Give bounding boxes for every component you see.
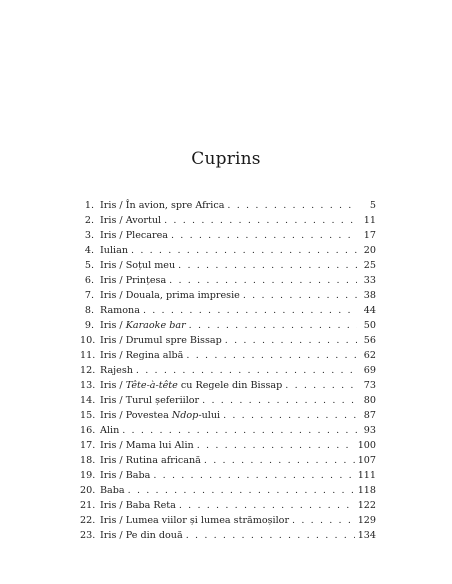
toc-entry-number: 1. [84, 200, 94, 211]
toc-entry-page-number: 44 [363, 305, 376, 316]
toc-entry-title-text: Iris / Drumul spre Bissap [100, 335, 222, 346]
toc-entry-number: 5. [84, 260, 94, 271]
toc-entry [80, 498, 376, 513]
toc-dot-leader [164, 213, 357, 228]
toc-entry-page-number: 11 [363, 215, 376, 226]
toc-entry-title [100, 333, 222, 348]
toc-entry [80, 513, 376, 528]
toc-entry-page-number: 80 [363, 395, 376, 406]
toc-entry-title [100, 318, 186, 333]
toc-entry [80, 363, 376, 378]
toc-dot-leader [178, 258, 357, 273]
toc-entry-number: 16. [80, 425, 96, 436]
toc-entry-page-number: 107 [357, 455, 376, 466]
toc-entry-number: 19. [80, 470, 96, 481]
toc-entry-title [100, 423, 119, 438]
toc-entry [80, 318, 376, 333]
toc-entry-page-number: 93 [363, 425, 376, 436]
toc-dot-leader [292, 513, 355, 528]
toc-entry-page-number: 38 [363, 290, 376, 301]
toc-entry-page-number: 122 [357, 500, 376, 511]
toc-entry [80, 483, 376, 498]
toc-entry-number: 9. [84, 320, 94, 331]
toc-dot-leader [153, 468, 354, 483]
toc-entry [80, 348, 376, 363]
toc-entry [80, 273, 376, 288]
toc-entry-title [100, 258, 175, 273]
toc-entry-number: 10. [80, 335, 96, 346]
toc-entry-number: 4. [84, 245, 94, 256]
toc-entry-title [100, 363, 133, 378]
toc-entry-title [100, 498, 176, 513]
toc-dot-leader [227, 198, 357, 213]
toc-entry [80, 258, 376, 273]
toc-entry [80, 228, 376, 243]
toc-entry-title-text: Alin [100, 425, 120, 436]
toc-entry [80, 333, 376, 348]
toc-entry-page-number: 56 [363, 335, 376, 346]
toc-entry [80, 288, 376, 303]
toc-entry-page-number: 118 [357, 485, 376, 496]
toc-entry [80, 213, 376, 228]
toc-entry [80, 528, 376, 543]
toc-entry-title [100, 273, 166, 288]
toc-entry-title-text: Iris / Mama lui Alin [100, 440, 194, 451]
toc-entry-page-number: 17 [363, 230, 376, 241]
toc-dot-leader [171, 228, 357, 243]
toc-dot-leader [223, 408, 357, 423]
toc-entry-title-text: Iris / În avion, spre Africa [100, 200, 225, 211]
toc-entry-number: 14. [80, 395, 96, 406]
toc-entry-title [100, 243, 128, 258]
toc-dot-leader [143, 303, 357, 318]
toc-entry-number: 18. [80, 455, 96, 466]
toc-entry-number: 3. [84, 230, 94, 241]
toc-dot-leader [169, 273, 357, 288]
table-of-contents [80, 198, 376, 543]
toc-entry-title [100, 348, 183, 363]
toc-entry-title-text: Iris / [100, 380, 126, 391]
toc-dot-leader [136, 363, 357, 378]
toc-entry-title [100, 408, 220, 423]
toc-entry-title-text: Iris / Baba [100, 470, 151, 481]
toc-entry-title-italic: Karaoke bar [125, 320, 186, 331]
toc-entry-title [100, 213, 161, 228]
toc-entry-page-number: 87 [363, 410, 376, 421]
toc-entry-title [100, 198, 224, 213]
toc-entry [80, 393, 376, 408]
toc-entry-title-text: Iris / Plecarea [100, 230, 168, 241]
toc-entry-title-text: Iris / Turul șeferiilor [100, 395, 200, 406]
toc-entry-title [100, 228, 168, 243]
toc-dot-leader [197, 438, 355, 453]
toc-entry-title-text: Iris / Soțul meu [100, 260, 176, 271]
toc-entry-title-text: Baba [100, 485, 125, 496]
toc-entry-title-italic: Tête-à-tête [125, 380, 178, 391]
toc-entry-title [100, 378, 282, 393]
toc-entry-number: 8. [84, 305, 94, 316]
toc-entry-title [100, 393, 199, 408]
toc-entry-page-number: 69 [363, 365, 376, 376]
toc-entry-title-text: Iris / Douala, prima impresie [100, 290, 240, 301]
page-title: Cuprins [191, 149, 261, 169]
toc-entry-title-text: Iris / Povestea [100, 410, 172, 421]
toc-entry [80, 243, 376, 258]
toc-entry-title [100, 288, 240, 303]
toc-entry-title [100, 528, 183, 543]
toc-dot-leader [285, 378, 357, 393]
toc-entry-page-number: 25 [363, 260, 376, 271]
toc-entry-title [100, 303, 140, 318]
toc-entry-title-text: Iris / Prințesa [100, 275, 167, 286]
toc-entry-number: 12. [80, 365, 96, 376]
toc-entry [80, 468, 376, 483]
toc-dot-leader [202, 393, 357, 408]
toc-entry-page-number: 62 [363, 350, 376, 361]
toc-entry-title [100, 483, 125, 498]
toc-dot-leader [186, 348, 357, 363]
toc-entry-title-italic: Ndop [171, 410, 199, 421]
toc-entry-title [100, 453, 201, 468]
toc-entry-number: 17. [80, 440, 96, 451]
toc-entry-title-text: Iulian [100, 245, 129, 256]
toc-entry-title-text: cu Regele din Bissap [177, 380, 283, 391]
toc-entry-title-text: Rajesh [100, 365, 133, 376]
toc-entry-title [100, 513, 289, 528]
toc-dot-leader [243, 288, 357, 303]
toc-entry-title-text: Iris / Lumea viilor și lumea strămoșilor [100, 515, 290, 526]
toc-entry-title-text: Iris / [100, 320, 126, 331]
toc-entry-title-text: Iris / Pe din două [100, 530, 183, 541]
toc-dot-leader [131, 243, 357, 258]
toc-entry-title-text: Iris / Baba Reta [100, 500, 176, 511]
toc-entry-number: 20. [80, 485, 96, 496]
toc-entry-page-number: 73 [363, 380, 376, 391]
toc-entry [80, 378, 376, 393]
toc-entry [80, 438, 376, 453]
toc-entry-page-number: 129 [357, 515, 376, 526]
toc-entry [80, 408, 376, 423]
toc-entry-page-number: 111 [357, 470, 376, 481]
toc-entry-number: 15. [80, 410, 96, 421]
toc-entry-title-text: Iris / Avortul [100, 215, 162, 226]
toc-entry [80, 303, 376, 318]
toc-entry-page-number: 50 [363, 320, 376, 331]
toc-dot-leader [179, 498, 355, 513]
toc-entry-page-number: 33 [363, 275, 376, 286]
toc-entry-title [100, 438, 194, 453]
toc-dot-leader [128, 483, 355, 498]
toc-entry-page-number: 20 [363, 245, 376, 256]
toc-entry-number: 21. [80, 500, 96, 511]
toc-entry-title [100, 468, 150, 483]
toc-entry-title-text: -ului [198, 410, 221, 421]
toc-entry [80, 423, 376, 438]
toc-entry-page-number: 100 [357, 440, 376, 451]
toc-dot-leader [189, 318, 357, 333]
toc-entry-number: 6. [84, 275, 94, 286]
toc-entry-page-number: 5 [369, 200, 376, 211]
toc-dot-leader [204, 453, 355, 468]
toc-dot-leader [186, 528, 355, 543]
toc-entry-number: 13. [80, 380, 96, 391]
toc-entry-number: 22. [80, 515, 96, 526]
toc-entry-number: 11. [80, 350, 96, 361]
toc-entry [80, 453, 376, 468]
toc-entry-page-number: 134 [357, 530, 376, 541]
toc-entry-number: 7. [84, 290, 94, 301]
toc-entry-title-text: Iris / Rutina africană [100, 455, 201, 466]
toc-entry-number: 2. [84, 215, 94, 226]
toc-entry-title-text: Ramona [100, 305, 140, 316]
toc-dot-leader [225, 333, 357, 348]
toc-entry [80, 198, 376, 213]
toc-dot-leader [122, 423, 357, 438]
toc-entry-number: 23. [80, 530, 96, 541]
toc-entry-title-text: Iris / Regina albă [100, 350, 184, 361]
